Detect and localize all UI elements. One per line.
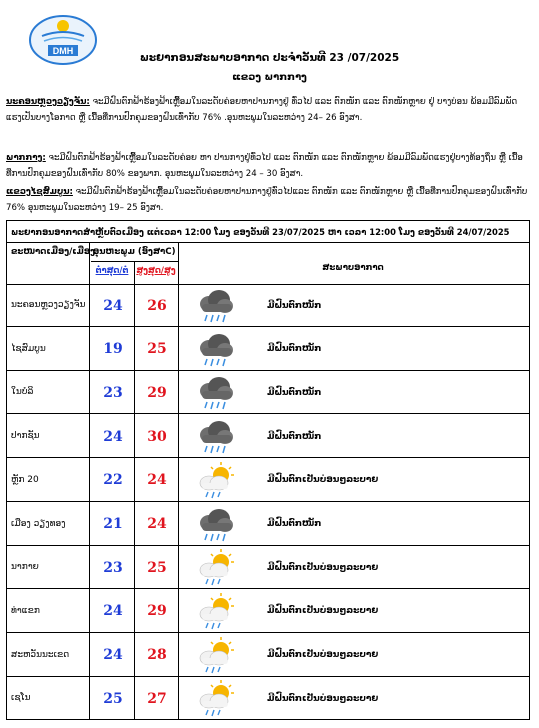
cloud-rain-icon [195,286,235,326]
weather-description: ມີຝົນຕົກໜັກ [267,300,322,311]
weather-description: ມີຝົນຕົກເປັນບ່ອນໆລະບາຍ [267,562,379,573]
province-name: ສະຫວັນນະເຂດ [11,649,70,660]
temp-low: 21 [103,516,123,532]
temp-low: 24 [103,603,123,620]
table-row [7,677,529,720]
table-row [7,415,529,458]
weather-description: ມີຝົນຕົກເປັນບ່ອນໆລະບາຍ [267,475,379,486]
temp-low: 23 [103,384,123,401]
table-row [7,590,529,633]
temp-low: 24 [103,297,123,314]
header-province: ຂະໜາດເມືອງ/ເມືອງ [11,247,95,257]
table-row [7,503,529,546]
sun-cloud-rain-icon [195,679,235,719]
table-row [7,634,529,677]
weather-description: ມີຝົນຕົກໜັກ [267,387,322,398]
header-low: ຕໍ່າສຸດ/ຕໍ [95,265,129,275]
cloud-rain-icon [195,505,235,545]
cloud-rain-icon [195,373,235,413]
cloud-rain-icon [195,330,235,370]
header-weather: ສະພາບອາກາດ [322,263,384,273]
temp-high: 25 [147,559,167,576]
temp-low: 24 [103,428,123,445]
table-row [7,459,529,502]
weather-description: ມີຝົນຕົກໜັກ [267,344,322,355]
header-high: ສູງສຸດ/ສູງ [136,265,176,275]
temp-low: 25 [103,690,123,707]
logo-text: DMH [52,46,74,56]
province-name: ຫຼັກ 20 [11,474,39,485]
province-name: ເຊໂນ [11,693,31,704]
table-row [7,284,529,327]
province-name: ທ່າແຂກ [11,605,40,616]
province-name: ເມືອງ ວຽງທອງ [11,518,66,529]
sun-cloud-rain-icon [195,592,235,632]
table-row [7,546,529,589]
forecast-paragraph [6,184,528,216]
paragraph-text: ຈະມີຝົນຕົກຟ້າຮ້ອງຟ້າເຫຼື້ອມໃນລະດັບຄ່ອຍ ຫາ ປານກາງຢູ່ທົ່ວໄປ ແລະ ຕົກໜັກ ແລະ ຕົກໜັກຫຼາຍ ພ້ອມມີລົມພັດແຮງຢູ່ບາງທ້ອງຖິ່ນ ຫຼື ເນື້ອທີ່ການປົກຄຸມຂອງຝົນເທົ່າກັບ 80% ຂອງພາກ. ອຸນຫະພູມໃນລະຫວ່າງ 24 – 30 ອົງສາ. [6,153,523,179]
forecast-paragraph [6,150,528,182]
sun-cloud-rain-icon [195,636,235,676]
weather-description: ມີຝົນຕົກໜັກ [267,519,322,529]
sun-cloud-rain-icon [195,461,235,501]
temp-low: 23 [103,559,123,576]
table-header [7,243,529,285]
temp-high: 29 [147,603,167,620]
table-row [7,371,529,414]
sun-cloud-rain-icon [195,548,235,588]
weather-description: ມີຝົນຕົກເປັນບ່ອນໆລະບາຍ [267,650,379,661]
province-name: ໃນບໍລິ [11,387,34,398]
header-temperature: ອຸນຫະພູມ (ອົງສາC) [93,247,176,257]
weather-description: ມີຝົນຕົກໜັກ [267,431,322,442]
paragraph-label: ພາກກາງ: [6,153,46,163]
forecast-paragraph [6,94,528,126]
temp-high: 25 [147,341,167,358]
temp-high: 24 [147,516,167,532]
table-row [7,328,529,371]
temp-high: 29 [147,384,167,401]
province-name: ໄຊສົມບູນ [11,343,46,354]
temp-high: 24 [147,472,167,489]
paragraph-text: ຈະມີຝົນຕົກຟ້າຮ້ອງຟ້າເຫຼື້ອມໃນລະດັບຄ່ອຍຫາປານກາງຢູ່ທົ່ວໄປແລະ ຕົກໜັກ ແລະ ຕົກໜັກຫຼາຍ ຫຼື ເນື້ອທີ່ການປົກຄຸມຂອງຝົນເທົ່າກັບ 76% ອຸນຫະພູມໃນລະຫວ່າງ 19– 25 ອົງສາ. [6,187,528,213]
temp-low: 19 [103,341,123,358]
temp-high: 30 [147,428,167,445]
province-name: ນະຄອນຫຼວງວຽງຈັນ [11,300,86,310]
weather-description: ມີຝົນຕົກເປັນບ່ອນໆລະບາຍ [267,606,379,617]
temp-low: 22 [103,472,123,489]
temp-high: 28 [147,647,167,664]
weather-description: ມີຝົນຕົກເປັນບ່ອນໆລະບາຍ [267,693,379,704]
paragraph-label: ແຂວງໄຊສົມບູນ: [6,187,73,197]
temp-high: 26 [147,297,167,314]
page-title: ພະຍາກອນສະພາບອາກາດ ປະຈຳວັນທີ 23 /07/2025 [139,52,400,64]
temp-low: 24 [103,647,123,664]
cloud-rain-icon [195,417,235,457]
province-name: ນາກາຍ [11,562,39,573]
forecast-table [6,220,530,720]
page-subtitle: ແຂວງ ພາກກາງ [232,72,307,83]
province-name: ປາກຊັນ [11,431,40,442]
table-caption: ພະຍາກອນອາກາດສຳຫຼັບຕົວເມືອງ ແຕ່ເວລາ 12:00 ໂມງ ຂອງວັນທີ 23/07/2025 ຫາ ເວລາ 12:00 ໂມງ ຂອງວັນທີ 24/07/2025 [7,221,529,243]
temp-high: 27 [147,690,167,707]
paragraph-label: ນະຄອນຫຼວງວຽງຈັນ: [6,97,90,107]
paragraph-text: ຈະມີຝົນຕົກຟ້າຮ້ອງຟ້າເຫຼື້ອມໃນລະດັບຄ່ອຍຫາປານກາງຢູ່ ທົ່ວໄປ ແລະ ຕົກໜັກ ແລະ ຕົກໜັກຫຼາຍ ຢູ່ ບາງບ່ອນ ພ້ອມມີລົມພັດແຮງເປັນບາງໂອກາດ ຫຼື ເນື້ອທີ່ການປົກຄຸມຂອງຝົນເທົ່າກັບ 76% .ອຸນຫະພູມໃນລະຫວ່າງ 24– 26 ອົງສາ. [6,97,518,123]
